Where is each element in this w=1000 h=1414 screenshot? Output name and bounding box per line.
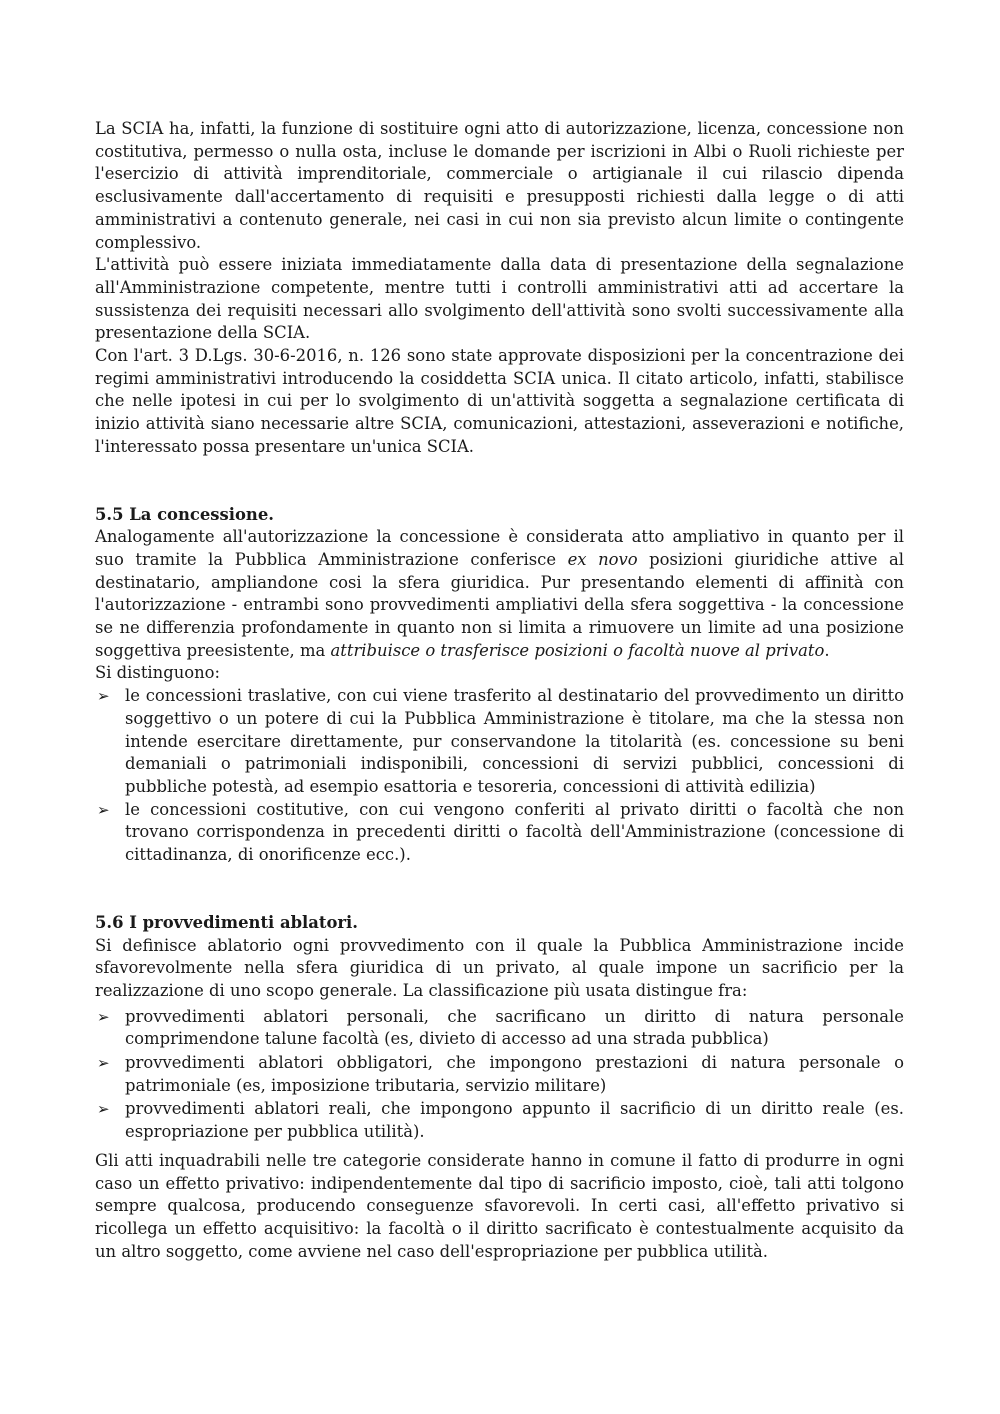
arrow-bullet-icon: ➢: [97, 687, 110, 706]
section-5-6-heading: 5.6 I provvedimenti ablatori.: [95, 912, 358, 932]
arrow-bullet-icon: ➢: [97, 1007, 110, 1026]
arrow-bullet-icon: ➢: [97, 1054, 110, 1073]
text-run: .: [824, 640, 830, 660]
emphasis-attribuisce: attribuisce o trasferisce posizioni o facoltà nuove al privato: [330, 640, 825, 660]
text-run: posizioni giuridiche attive al destinatario, ampliandone cosi la sfera giuridica. Pur presentando elementi di affinità con l'autorizzazione - entrambi sono provvedimenti ampliativi della sfera soggettiva - la concessione se ne differenzia profondamente in quanto non si limita a rimuovere un limite ad una posizione soggettiva preesistente, ma: [95, 549, 904, 660]
section-5-6-paragraph-2: Gli atti inquadrabili nelle tre categorie considerate hanno in comune il fatto di produrre in ogni caso un effetto privativo: indipendentemente dal tipo di sacrificio imposto, cioè, tali atti tolgono sempre qualcosa, producendo conseguenze sfavorevoli. In certi casi, all'effetto privativo si ricollega un effetto acquisitivo: la facoltà o il diritto sacrificato è contestualmente acquisito da un altro soggetto, come avviene nel caso dell'espropriazione per pubblica utilità.: [95, 1150, 904, 1261]
section-5-5-lead: Si distinguono:: [95, 663, 221, 683]
section-spacer: [95, 459, 904, 504]
ablatory-types-list: [95, 1006, 904, 1144]
list-item-text: le concessioni costitutive, con cui vengono conferiti al privato diritti o facoltà che non trovano corrispondenza in precedenti diritti o facoltà dell'Amministrazione (concessione di cittadinanza, di onorificenze ecc.).: [125, 799, 904, 865]
section-5-5-paragraph: [95, 526, 904, 662]
arrow-bullet-icon: ➢: [97, 800, 110, 819]
list-item-text: le concessioni traslative, con cui viene trasferito al destinatario del provvedimento un diritto soggettivo o un potere di cui la Pubblica Amministrazione è titolare, ma che la stessa non intende esercitare direttamente, pur conservandone la titolarità (es. concessione su beni demaniali o patrimoniali indisponibili, concessioni di servizi pubblici, concessioni di pubbliche potestà, ad esempio esattoria e tesoreria, concessioni di attività edilizia): [125, 686, 904, 796]
section-spacer: [95, 867, 904, 912]
intro-paragraph-2: L'attività può essere iniziata immediatamente dalla data di presentazione della segnalazione all'Amministrazione competente, mentre tutti i controlli amministrativi atti ad accertare la sussistenza dei requisiti necessari allo svolgimento dell'attività sono svolti successivamente alla presentazione della SCIA.: [95, 255, 904, 343]
list-item-text: provvedimenti ablatori personali, che sacrificano un diritto di natura personale comprimendone talune facoltà (es, divieto di accesso ad una strada pubblica): [125, 1006, 904, 1049]
section-5-6-paragraph-1: Si definisce ablatorio ogni provvedimento con il quale la Pubblica Amministrazione incide sfavorevolmente nella sfera giuridica di un privato, al quale impone un sacrificio per la realizzazione di uno scopo generale. La classificazione più usata distingue fra:: [95, 935, 904, 1000]
list-item: [95, 1052, 904, 1097]
list-item: [95, 685, 904, 799]
document-page: [95, 118, 904, 1263]
intro-paragraph-1: La SCIA ha, infatti, la funzione di sostituire ogni atto di autorizzazione, licenza, concessione non costitutiva, permesso o nulla osta, incluse le domande per iscrizioni in Albi o Ruoli richieste per l'esercizio di attività imprenditoriale, commerciale o artigianale il cui rilascio dipenda esclusivamente dall'accertamento di requisiti e presupposti richiesti dalla legge o di atti amministrativi a contenuto generale, nei casi in cui non sia previsto alcun limite o contingente complessivo.: [95, 119, 904, 252]
intro-paragraph-3: Con l'art. 3 D.Lgs. 30-6-2016, n. 126 sono state approvate disposizioni per la concentrazione dei regimi amministrativi introducendo la cosiddetta SCIA unica. Il citato articolo, infatti, stabilisce che nelle ipotesi in cui per lo svolgimento di un'attività soggetta a segnalazione certificata di inizio attività siano necessarie altre SCIA, comunicazioni, attestazioni, asseverazioni e notifiche, l'interessato possa presentare un'unica SCIA.: [95, 346, 904, 456]
list-item-text: provvedimenti ablatori reali, che impongono appunto il sacrificio di un diritto reale (es. espropriazione per pubblica utilità).: [125, 1099, 904, 1142]
text-run: Analogamente all'autorizzazione la concessione è considerata atto ampliativo in quanto per il suo tramite la Pubblica Amministrazione conferisce: [95, 527, 904, 569]
list-item: [95, 1006, 904, 1051]
concession-types-list: [95, 685, 904, 867]
arrow-bullet-icon: ➢: [97, 1100, 110, 1119]
list-item-text: provvedimenti ablatori obbligatori, che impongono prestazioni di natura personale o patrimoniale (es, imposizione tributaria, servizio militare): [125, 1053, 904, 1095]
section-5-5-heading: 5.5 La concessione.: [95, 504, 274, 524]
list-item: [95, 799, 904, 867]
emphasis-ex-novo: ex novo: [567, 549, 638, 569]
list-item: [95, 1098, 904, 1143]
